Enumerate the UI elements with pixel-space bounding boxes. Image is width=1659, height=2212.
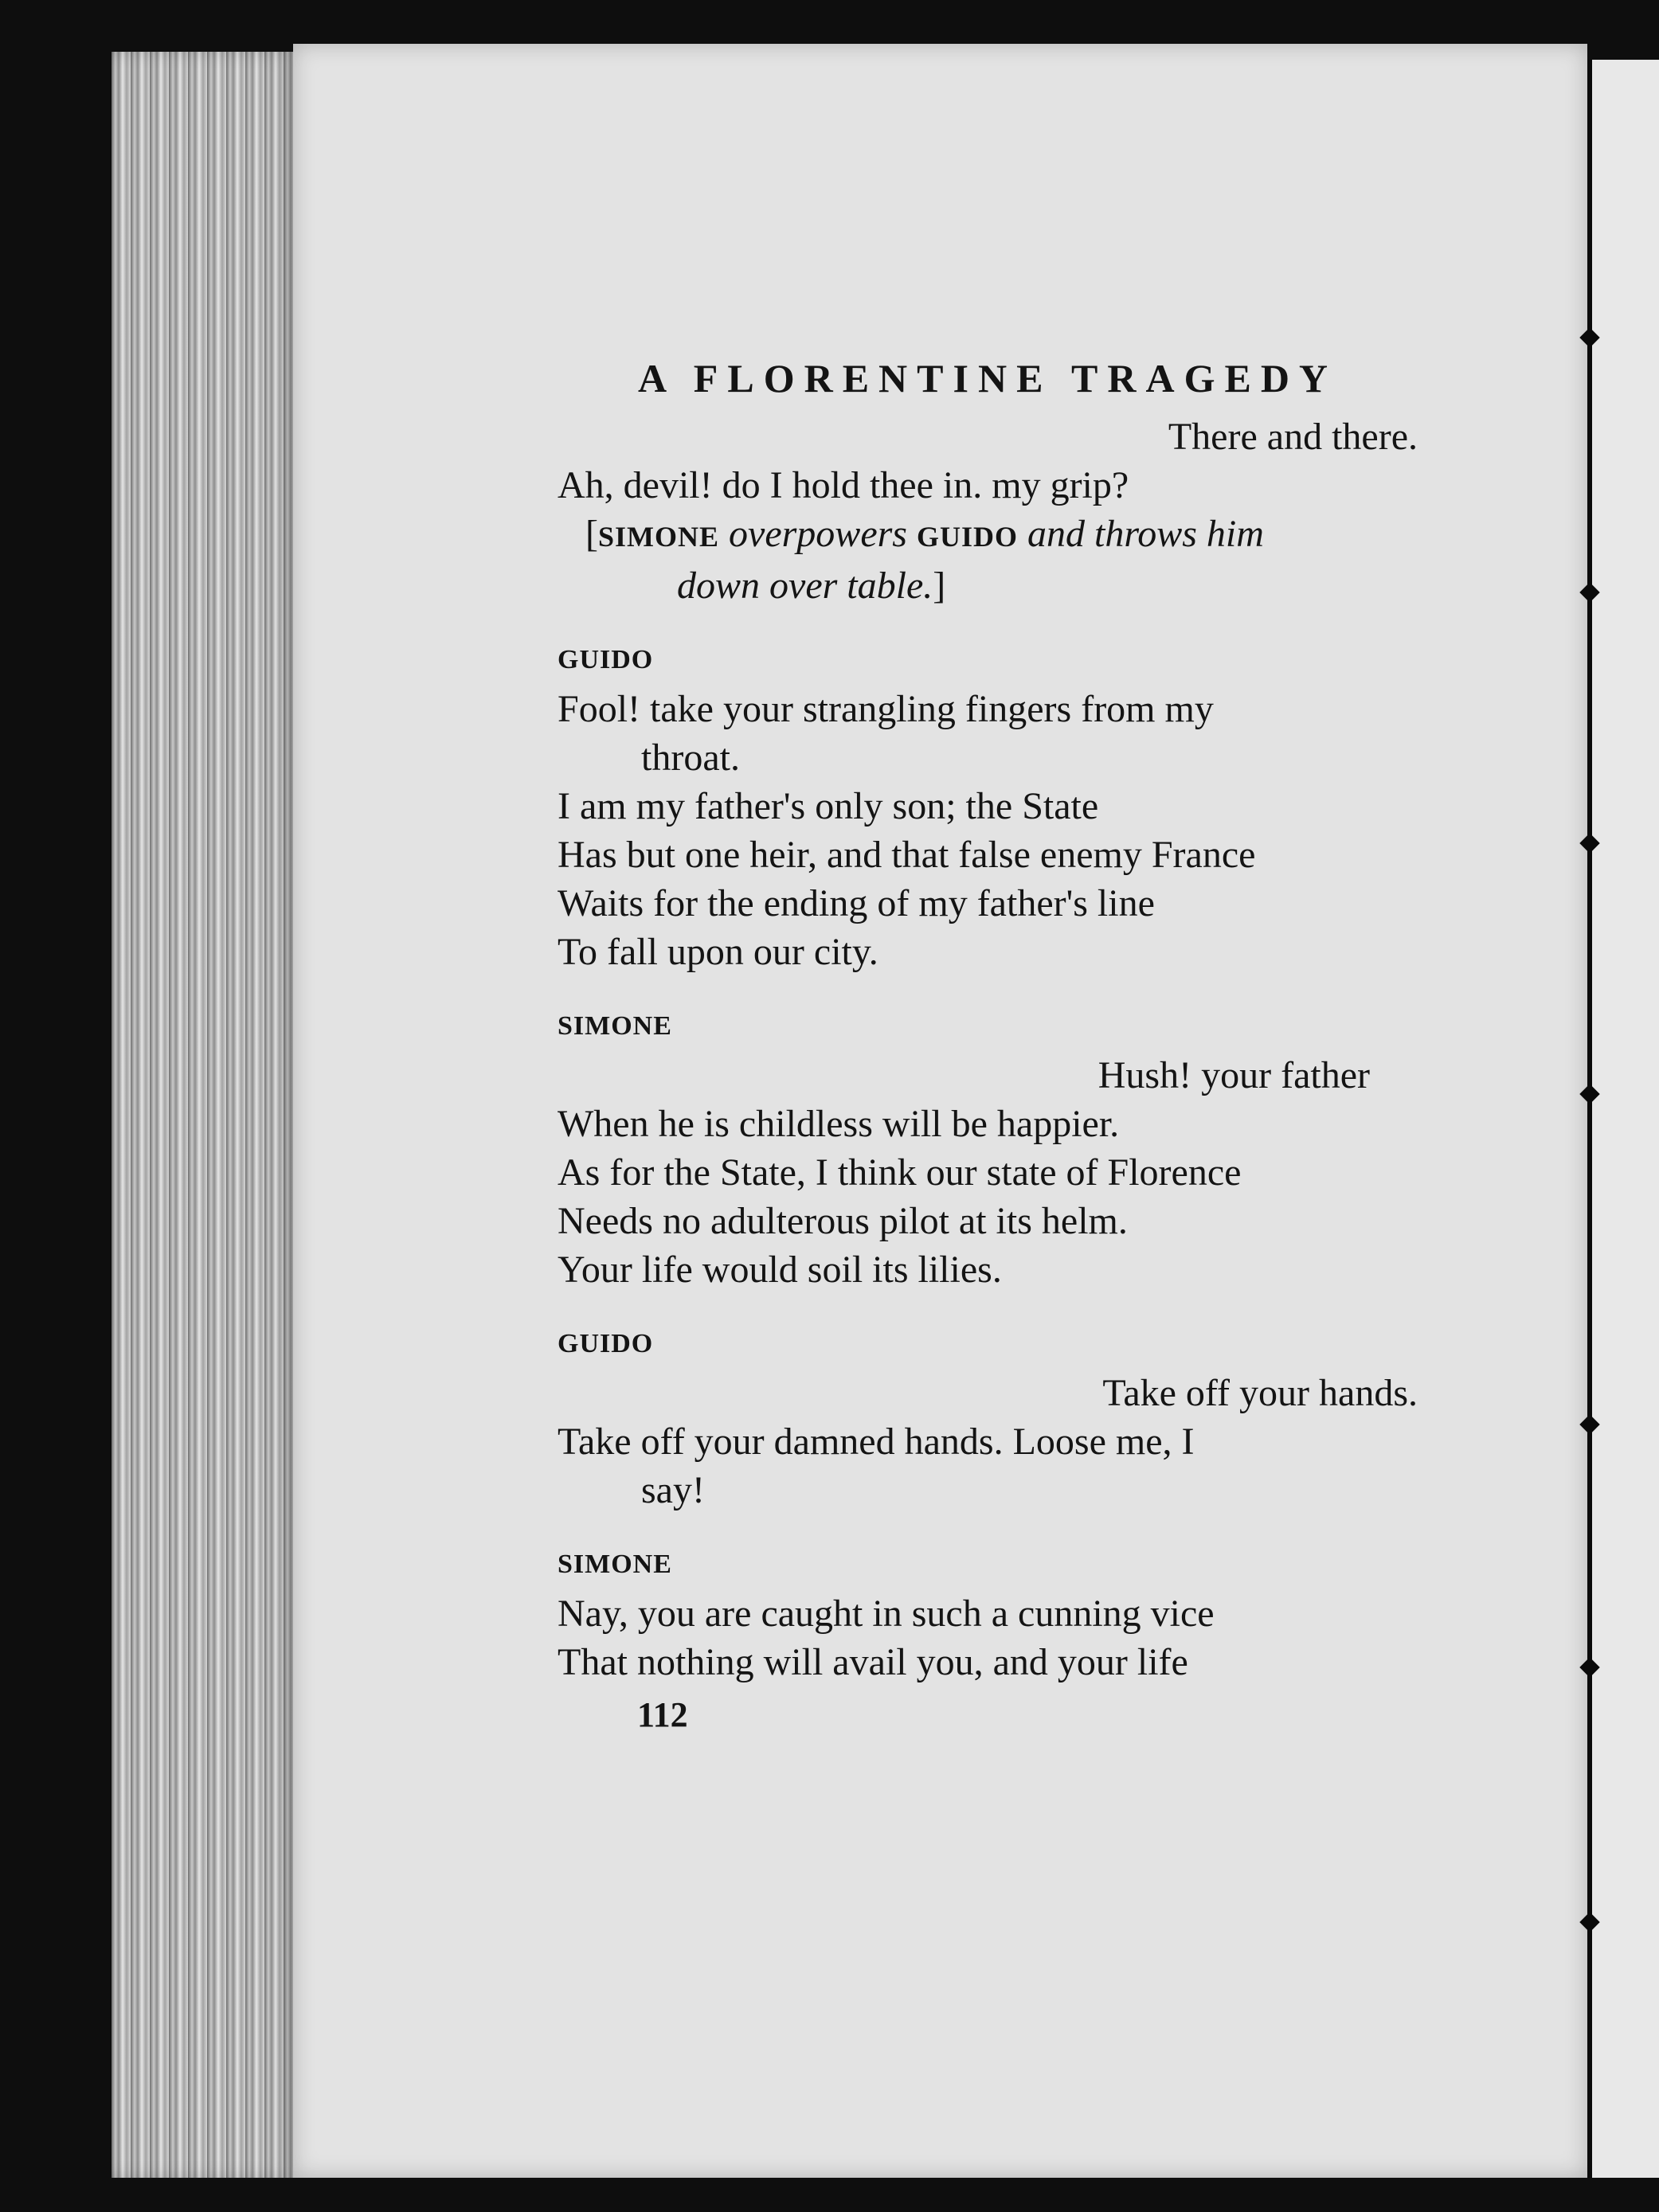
- verse-line: throat.: [641, 737, 740, 779]
- speaker-name: GUIDO: [558, 645, 654, 674]
- facing-page-sliver: [1592, 60, 1659, 2178]
- stage-direction: [SIMONE overpowers GUIDO and throws him: [585, 513, 1264, 555]
- verse-line: As for the State, I think our state of Florence: [558, 1151, 1242, 1194]
- verse-line: That nothing will avail you, and your life: [558, 1641, 1188, 1683]
- speaker-name: GUIDO: [558, 1329, 654, 1358]
- book-page-edges: [112, 52, 299, 2178]
- text-block: [558, 350, 1418, 1739]
- verse-line: Has but one heir, and that false enemy France: [558, 834, 1256, 876]
- running-header: A FLORENTINE TRAGEDY: [637, 356, 1338, 401]
- stage-direction-actor: SIMONE: [597, 521, 720, 553]
- stage-direction-actor: GUIDO: [916, 521, 1018, 553]
- verse-line: There and there.: [1168, 416, 1418, 458]
- speaker-name: SIMONE: [558, 1011, 672, 1041]
- page-number: 112: [637, 1695, 688, 1734]
- verse-line: Nay, you are caught in such a cunning vice: [558, 1593, 1215, 1635]
- verse-line: say!: [641, 1469, 705, 1511]
- speaker-name: SIMONE: [558, 1550, 672, 1579]
- verse-line: Needs no adulterous pilot at its helm.: [558, 1200, 1128, 1242]
- verse-line: Waits for the ending of my father's line: [558, 882, 1155, 924]
- verse-line: Ah, devil! do I hold thee in. my grip?: [558, 464, 1129, 506]
- verse-line: Take off your damned hands. Loose me, I: [558, 1421, 1195, 1463]
- verse-line: Your life would soil its lilies.: [558, 1249, 1002, 1291]
- verse-line: Take off your hands.: [1102, 1372, 1418, 1414]
- verse-line: To fall upon our city.: [558, 931, 878, 973]
- stage-direction-continued: down over table.]: [677, 565, 946, 607]
- verse-line: When he is childless will be happier.: [558, 1103, 1120, 1145]
- verse-line: I am my father's only son; the State: [558, 785, 1099, 827]
- verse-line: Fool! take your strangling fingers from my: [558, 688, 1214, 730]
- verse-line: Hush! your father: [1098, 1054, 1370, 1096]
